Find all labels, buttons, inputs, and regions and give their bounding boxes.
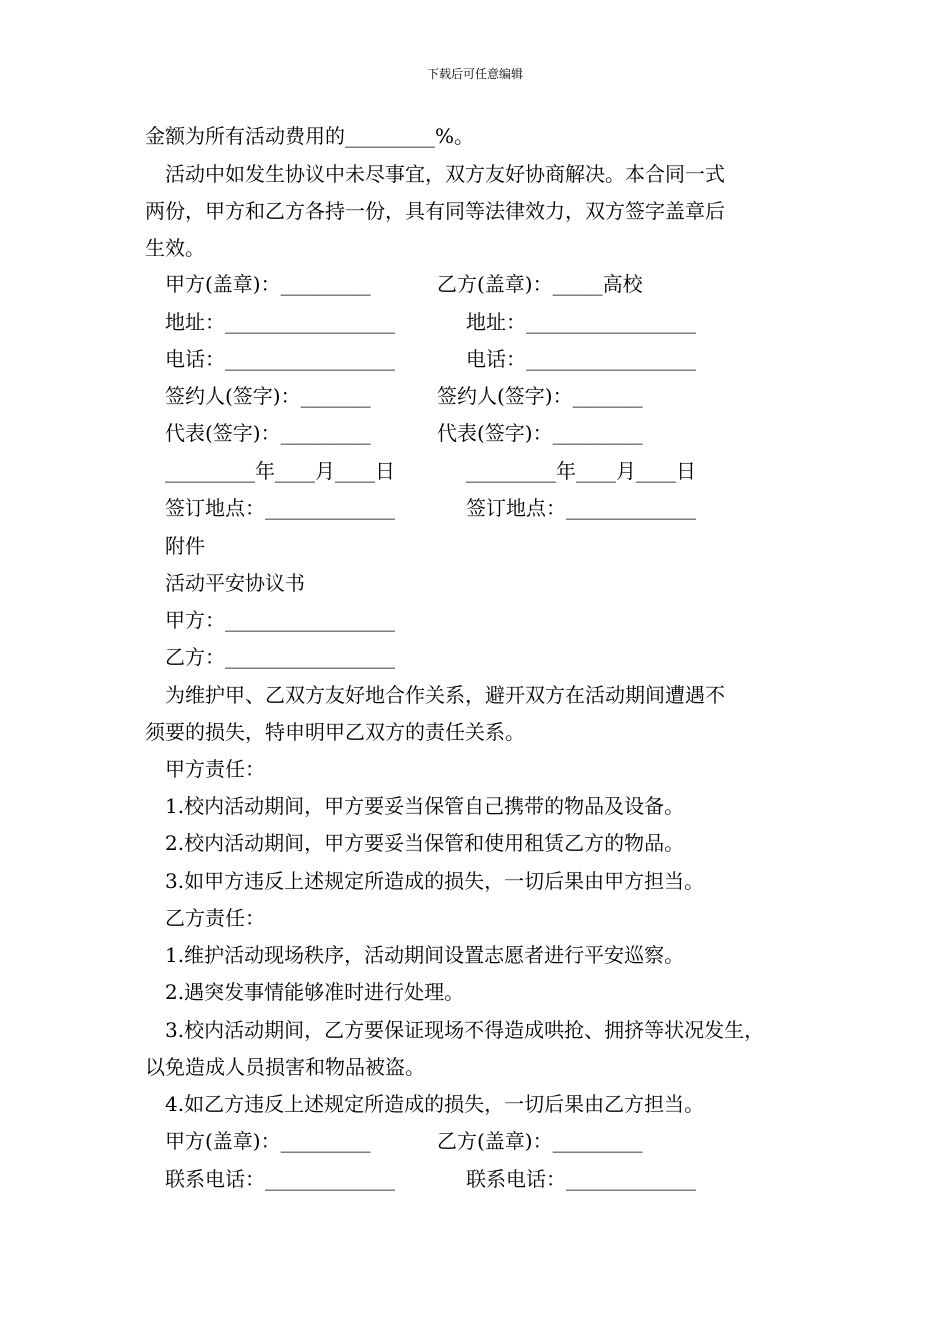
party-b-contact-phone: 联系电话：_____________ bbox=[466, 1167, 696, 1191]
text-line: 活动中如发生协议中未尽事宜，双方友好协商解决。本合同一式 bbox=[165, 162, 725, 186]
attachment-title: 活动平安协议书 bbox=[165, 571, 305, 595]
party-b-name: 乙方：_________________ bbox=[165, 645, 395, 669]
list-item: 1.维护活动现场秩序，活动期间设置志愿者进行平安巡察。 bbox=[165, 943, 685, 967]
party-a-name: 甲方：_________________ bbox=[165, 608, 395, 632]
party-b-representative: 代表(签字)：_________ bbox=[437, 421, 643, 445]
party-a-phone: 电话：_________________ bbox=[165, 347, 395, 371]
party-b-date: _________年____月____日 bbox=[466, 459, 696, 483]
section-heading: 甲方责任： bbox=[165, 757, 265, 781]
text-line: 生效。 bbox=[145, 236, 205, 260]
party-a-representative: 代表(签字)：_________ bbox=[165, 421, 371, 445]
list-item: 3.如甲方违反上述规定所造成的损失，一切后果由甲方担当。 bbox=[165, 869, 705, 893]
list-item: 4.如乙方违反上述规定所造成的损失，一切后果由乙方担当。 bbox=[165, 1092, 705, 1116]
list-item-continued: 以免造成人员损害和物品被盗。 bbox=[145, 1055, 425, 1079]
party-b-phone: 电话：_________________ bbox=[466, 347, 696, 371]
party-a-seal-bottom: 甲方(盖章)：_________ bbox=[165, 1129, 371, 1153]
page-header: 下载后可任意编辑 bbox=[426, 67, 523, 81]
party-a-address: 地址：_________________ bbox=[165, 310, 395, 334]
list-item: 2.校内活动期间，甲方要妥当保管和使用租赁乙方的物品。 bbox=[165, 831, 685, 855]
attachment-label: 附件 bbox=[165, 534, 205, 558]
party-b-seal-bottom: 乙方(盖章)：_________ bbox=[437, 1129, 643, 1153]
party-b-address: 地址：_________________ bbox=[466, 310, 696, 334]
party-b-seal: 乙方(盖章)：_____高校 bbox=[437, 272, 643, 296]
text-line: 两份，甲方和乙方各持一份，具有同等法律效力，双方签字盖章后 bbox=[145, 199, 725, 223]
party-a-date: _________年____月____日 bbox=[165, 459, 395, 483]
party-a-signatory: 签约人(签字)：_______ bbox=[165, 384, 371, 408]
party-a-seal: 甲方(盖章)：_________ bbox=[165, 272, 371, 296]
text-line: 为维护甲、乙双方友好地合作关系，避开双方在活动期间遭遇不 bbox=[165, 683, 725, 707]
list-item: 1.校内活动期间，甲方要妥当保管自己携带的物品及设备。 bbox=[165, 794, 685, 818]
party-a-contact-phone: 联系电话：_____________ bbox=[165, 1167, 395, 1191]
party-b-signing-place: 签订地点：_____________ bbox=[466, 496, 696, 520]
list-item: 3.校内活动期间，乙方要保证现场不得造成哄抢、拥挤等状况发生， bbox=[165, 1018, 765, 1042]
party-b-signatory: 签约人(签字)：_______ bbox=[437, 384, 643, 408]
text-line: 金额为所有活动费用的_________%。 bbox=[145, 124, 475, 148]
party-a-signing-place: 签订地点：_____________ bbox=[165, 496, 395, 520]
text-line: 须要的损失，特申明甲乙双方的责任关系。 bbox=[145, 720, 525, 744]
list-item: 2.遇突发事情能够准时进行处理。 bbox=[165, 980, 465, 1004]
section-heading: 乙方责任： bbox=[165, 906, 265, 930]
